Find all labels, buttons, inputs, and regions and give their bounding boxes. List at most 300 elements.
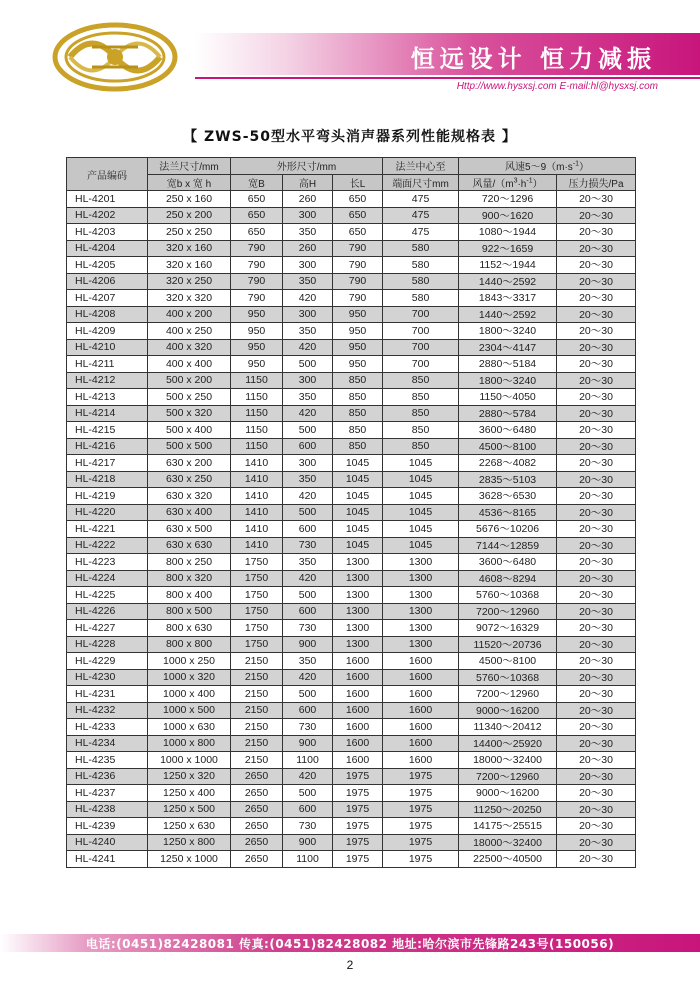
cell-pressure: 20～30 (557, 504, 636, 521)
cell-height: 350 (283, 471, 333, 488)
cell-width: 950 (231, 356, 283, 373)
cell-center: 850 (383, 422, 459, 439)
cell-air-volume: 5676～10206 (459, 521, 557, 538)
cell-flange-size: 630 x 200 (148, 455, 231, 472)
cell-flange-size: 500 x 320 (148, 405, 231, 422)
cell-air-volume: 3600～6480 (459, 554, 557, 571)
cell-code: HL-4207 (67, 290, 148, 307)
cell-pressure: 20～30 (557, 257, 636, 274)
cell-code: HL-4232 (67, 702, 148, 719)
cell-length: 1045 (333, 455, 383, 472)
cell-air-volume: 2268～4082 (459, 455, 557, 472)
cell-width: 1150 (231, 438, 283, 455)
table-row (67, 653, 636, 670)
header-air-volume: 风量$/(m^3\cdot h^{-1})$ (459, 174, 557, 191)
cell-center: 1975 (383, 834, 459, 851)
cell-code: HL-4214 (67, 405, 148, 422)
cell-center: 475 (383, 224, 459, 241)
cell-code: HL-4224 (67, 570, 148, 587)
cell-pressure: 20～30 (557, 191, 636, 208)
cell-width: 1410 (231, 537, 283, 554)
cell-pressure: 20～30 (557, 768, 636, 785)
cell-width: 2150 (231, 702, 283, 719)
cell-flange-size: 1000 x 630 (148, 719, 231, 736)
cell-length: 850 (333, 389, 383, 406)
cell-pressure: 20～30 (557, 224, 636, 241)
cell-width: 1750 (231, 603, 283, 620)
cell-flange-size: 500 x 200 (148, 372, 231, 389)
cell-center: 1045 (383, 471, 459, 488)
cell-width: 950 (231, 306, 283, 323)
cell-width: 1410 (231, 488, 283, 505)
cell-code: HL-4225 (67, 587, 148, 604)
cell-length: 1975 (333, 768, 383, 785)
cell-center: 700 (383, 339, 459, 356)
table-row (67, 537, 636, 554)
cell-code: HL-4202 (67, 207, 148, 224)
cell-pressure: 20～30 (557, 422, 636, 439)
cell-air-volume: 900～1620 (459, 207, 557, 224)
cell-length: 1600 (333, 702, 383, 719)
cell-center: 475 (383, 207, 459, 224)
cell-width: 1410 (231, 455, 283, 472)
cell-height: 420 (283, 405, 333, 422)
table-row (67, 603, 636, 620)
table-row (67, 752, 636, 769)
header-pressure: 压力损失/Pa (557, 174, 636, 191)
cell-length: 1600 (333, 653, 383, 670)
table-title: 【 ZWS-50型水平弯头消声器系列性能规格表 】 (183, 129, 517, 145)
cell-length: 650 (333, 207, 383, 224)
table-row (67, 191, 636, 208)
table-row (67, 273, 636, 290)
cell-width: 1750 (231, 554, 283, 571)
cell-code: HL-4239 (67, 818, 148, 835)
cell-width: 1750 (231, 570, 283, 587)
header-length: 长L (333, 174, 383, 191)
cell-height: 350 (283, 224, 333, 241)
table-row (67, 554, 636, 571)
cell-pressure: 20～30 (557, 521, 636, 538)
table-row (67, 471, 636, 488)
table-row (67, 785, 636, 802)
cell-pressure: 20～30 (557, 735, 636, 752)
table-row (67, 306, 636, 323)
header-flange: 法兰尺寸/mm (148, 158, 231, 175)
cell-width: 2650 (231, 834, 283, 851)
table-row (67, 669, 636, 686)
cell-center: 580 (383, 273, 459, 290)
cell-length: 790 (333, 273, 383, 290)
cell-air-volume: 2880～5184 (459, 356, 557, 373)
cell-air-volume: 11340～20412 (459, 719, 557, 736)
table-row (67, 768, 636, 785)
cell-air-volume: 1440～2592 (459, 273, 557, 290)
cell-width: 2150 (231, 719, 283, 736)
cell-center: 1300 (383, 570, 459, 587)
cell-air-volume: 1150～4050 (459, 389, 557, 406)
cell-flange-size: 1250 x 800 (148, 834, 231, 851)
cell-pressure: 20～30 (557, 785, 636, 802)
website-email: Http://www.hysxsj.com E-mail:hl@hysxsj.com (456, 81, 658, 92)
cell-center: 850 (383, 389, 459, 406)
table-row (67, 257, 636, 274)
cell-length: 1975 (333, 801, 383, 818)
cell-height: 730 (283, 719, 333, 736)
cell-height: 420 (283, 290, 333, 307)
cell-width: 1750 (231, 636, 283, 653)
cell-height: 420 (283, 669, 333, 686)
cell-flange-size: 630 x 630 (148, 537, 231, 554)
table-row (67, 719, 636, 736)
cell-pressure: 20～30 (557, 752, 636, 769)
cell-code: HL-4226 (67, 603, 148, 620)
cell-code: HL-4222 (67, 537, 148, 554)
cell-height: 900 (283, 636, 333, 653)
cell-pressure: 20～30 (557, 801, 636, 818)
cell-length: 650 (333, 191, 383, 208)
cell-height: 300 (283, 306, 333, 323)
cell-air-volume: 1800～3240 (459, 323, 557, 340)
cell-pressure: 20～30 (557, 323, 636, 340)
cell-length: 1300 (333, 603, 383, 620)
cell-height: 420 (283, 488, 333, 505)
cell-center: 1600 (383, 702, 459, 719)
cell-flange-size: 400 x 250 (148, 323, 231, 340)
cell-width: 2150 (231, 686, 283, 703)
cell-height: 300 (283, 372, 333, 389)
cell-flange-size: 400 x 320 (148, 339, 231, 356)
cell-flange-size: 1000 x 800 (148, 735, 231, 752)
cell-air-volume: 3600～6480 (459, 422, 557, 439)
cell-flange-size: 630 x 250 (148, 471, 231, 488)
cell-center: 1600 (383, 719, 459, 736)
cell-height: 500 (283, 356, 333, 373)
cell-pressure: 20～30 (557, 570, 636, 587)
table-row (67, 405, 636, 422)
cell-pressure: 20～30 (557, 306, 636, 323)
cell-length: 1600 (333, 686, 383, 703)
cell-pressure: 20～30 (557, 702, 636, 719)
cell-length: 1300 (333, 570, 383, 587)
cell-pressure: 20～30 (557, 356, 636, 373)
cell-length: 1600 (333, 669, 383, 686)
table-header (67, 158, 636, 191)
table-row (67, 224, 636, 241)
cell-center: 1300 (383, 603, 459, 620)
cell-width: 790 (231, 257, 283, 274)
cell-width: 1150 (231, 372, 283, 389)
cell-length: 1045 (333, 488, 383, 505)
cell-height: 350 (283, 323, 333, 340)
cell-pressure: 20～30 (557, 471, 636, 488)
table-row (67, 240, 636, 257)
cell-length: 850 (333, 405, 383, 422)
table-row (67, 389, 636, 406)
cell-pressure: 20～30 (557, 372, 636, 389)
header-center-1: 法兰中心至 (383, 158, 459, 175)
cell-air-volume: 3628～6530 (459, 488, 557, 505)
cell-code: HL-4229 (67, 653, 148, 670)
cell-flange-size: 800 x 320 (148, 570, 231, 587)
cell-code: HL-4221 (67, 521, 148, 538)
cell-center: 475 (383, 191, 459, 208)
cell-flange-size: 400 x 200 (148, 306, 231, 323)
company-slogan: 恒远设计 恒力减振 (410, 45, 656, 73)
cell-flange-size: 1250 x 1000 (148, 851, 231, 868)
cell-center: 1975 (383, 785, 459, 802)
cell-code: HL-4210 (67, 339, 148, 356)
table-row (67, 455, 636, 472)
cell-flange-size: 800 x 800 (148, 636, 231, 653)
cell-code: HL-4208 (67, 306, 148, 323)
cell-code: HL-4237 (67, 785, 148, 802)
cell-length: 1045 (333, 471, 383, 488)
cell-length: 950 (333, 306, 383, 323)
table-row (67, 818, 636, 835)
cell-pressure: 20～30 (557, 240, 636, 257)
table-row (67, 356, 636, 373)
table-row (67, 488, 636, 505)
cell-height: 350 (283, 389, 333, 406)
cell-center: 580 (383, 240, 459, 257)
cell-center: 1600 (383, 653, 459, 670)
cell-width: 650 (231, 224, 283, 241)
cell-code: HL-4203 (67, 224, 148, 241)
cell-air-volume: 720～1296 (459, 191, 557, 208)
table-row (67, 620, 636, 637)
cell-length: 950 (333, 339, 383, 356)
cell-code: HL-4206 (67, 273, 148, 290)
cell-flange-size: 250 x 200 (148, 207, 231, 224)
cell-air-volume: 4536～8165 (459, 504, 557, 521)
cell-width: 790 (231, 240, 283, 257)
cell-code: HL-4205 (67, 257, 148, 274)
cell-pressure: 20～30 (557, 438, 636, 455)
cell-length: 1600 (333, 752, 383, 769)
cell-center: 580 (383, 290, 459, 307)
cell-flange-size: 1000 x 500 (148, 702, 231, 719)
cell-code: HL-4218 (67, 471, 148, 488)
header-wind-speed: 风速$5\sim 9(m\cdot s^{-1})$ (459, 158, 636, 175)
cell-width: 1150 (231, 422, 283, 439)
cell-flange-size: 1250 x 630 (148, 818, 231, 835)
cell-height: 300 (283, 207, 333, 224)
cell-width: 1410 (231, 521, 283, 538)
cell-air-volume: 7200～12960 (459, 686, 557, 703)
cell-air-volume: 922～1659 (459, 240, 557, 257)
cell-air-volume: 9000～16200 (459, 702, 557, 719)
cell-pressure: 20～30 (557, 603, 636, 620)
cell-width: 950 (231, 339, 283, 356)
cell-code: HL-4233 (67, 719, 148, 736)
header-flange-sub: 宽b x 宽 h (148, 174, 231, 191)
cell-pressure: 20～30 (557, 207, 636, 224)
cell-code: HL-4212 (67, 372, 148, 389)
cell-center: 580 (383, 257, 459, 274)
table-row (67, 339, 636, 356)
cell-height: 350 (283, 653, 333, 670)
cell-length: 1045 (333, 521, 383, 538)
table-row (67, 207, 636, 224)
footer-contact: 电话:(0451)82428081 传真:(0451)82428082 地址:哈尔滨市先锋路243号(150056) (85, 937, 615, 951)
cell-width: 1150 (231, 405, 283, 422)
table-row (67, 834, 636, 851)
cell-height: 500 (283, 422, 333, 439)
cell-air-volume: 7200～12960 (459, 768, 557, 785)
cell-height: 1100 (283, 752, 333, 769)
cell-length: 1045 (333, 537, 383, 554)
table-row (67, 587, 636, 604)
cell-flange-size: 630 x 400 (148, 504, 231, 521)
cell-height: 600 (283, 603, 333, 620)
cell-length: 950 (333, 356, 383, 373)
cell-center: 1975 (383, 801, 459, 818)
cell-center: 1600 (383, 669, 459, 686)
cell-air-volume: 2835～5103 (459, 471, 557, 488)
cell-pressure: 20～30 (557, 455, 636, 472)
cell-height: 260 (283, 191, 333, 208)
cell-code: HL-4230 (67, 669, 148, 686)
cell-width: 2650 (231, 818, 283, 835)
cell-air-volume: 2304～4147 (459, 339, 557, 356)
cell-air-volume: 11520～20736 (459, 636, 557, 653)
table-row (67, 735, 636, 752)
cell-pressure: 20～30 (557, 653, 636, 670)
cell-length: 790 (333, 290, 383, 307)
cell-air-volume: 1152～1944 (459, 257, 557, 274)
cell-width: 2150 (231, 735, 283, 752)
cell-length: 1975 (333, 851, 383, 868)
cell-code: HL-4223 (67, 554, 148, 571)
cell-flange-size: 500 x 400 (148, 422, 231, 439)
cell-flange-size: 630 x 500 (148, 521, 231, 538)
cell-code: HL-4215 (67, 422, 148, 439)
cell-height: 730 (283, 620, 333, 637)
cell-width: 2650 (231, 785, 283, 802)
cell-center: 1975 (383, 818, 459, 835)
cell-width: 2150 (231, 669, 283, 686)
cell-code: HL-4204 (67, 240, 148, 257)
cell-pressure: 20～30 (557, 818, 636, 835)
cell-height: 500 (283, 504, 333, 521)
cell-width: 1410 (231, 504, 283, 521)
cell-pressure: 20～30 (557, 290, 636, 307)
cell-air-volume: 4500～8100 (459, 438, 557, 455)
cell-air-volume: 1440～2592 (459, 306, 557, 323)
cell-center: 1600 (383, 686, 459, 703)
cell-flange-size: 320 x 160 (148, 257, 231, 274)
cell-pressure: 20～30 (557, 405, 636, 422)
cell-length: 1045 (333, 504, 383, 521)
cell-center: 850 (383, 372, 459, 389)
cell-pressure: 20～30 (557, 488, 636, 505)
cell-code: HL-4209 (67, 323, 148, 340)
cell-width: 650 (231, 207, 283, 224)
cell-height: 300 (283, 455, 333, 472)
cell-pressure: 20～30 (557, 554, 636, 571)
header-code: 产品编码 (67, 158, 148, 191)
table-row (67, 851, 636, 868)
cell-height: 300 (283, 257, 333, 274)
cell-pressure: 20～30 (557, 587, 636, 604)
cell-height: 730 (283, 818, 333, 835)
cell-height: 730 (283, 537, 333, 554)
cell-air-volume: 2880～5784 (459, 405, 557, 422)
cell-flange-size: 1000 x 320 (148, 669, 231, 686)
cell-center: 850 (383, 438, 459, 455)
cell-center: 1045 (383, 455, 459, 472)
cell-height: 500 (283, 587, 333, 604)
cell-code: HL-4231 (67, 686, 148, 703)
cell-pressure: 20～30 (557, 834, 636, 851)
cell-flange-size: 320 x 250 (148, 273, 231, 290)
cell-width: 2150 (231, 653, 283, 670)
cell-flange-size: 500 x 250 (148, 389, 231, 406)
cell-pressure: 20～30 (557, 636, 636, 653)
cell-center: 1975 (383, 851, 459, 868)
cell-flange-size: 800 x 400 (148, 587, 231, 604)
header-center-2: 端面尺寸mm (383, 174, 459, 191)
cell-pressure: 20～30 (557, 719, 636, 736)
cell-code: HL-4220 (67, 504, 148, 521)
cell-code: HL-4228 (67, 636, 148, 653)
cell-flange-size: 320 x 160 (148, 240, 231, 257)
cell-width: 950 (231, 323, 283, 340)
cell-width: 650 (231, 191, 283, 208)
cell-flange-size: 1000 x 250 (148, 653, 231, 670)
cell-center: 1600 (383, 752, 459, 769)
cell-length: 1300 (333, 554, 383, 571)
cell-air-volume: 1843～3317 (459, 290, 557, 307)
cell-length: 1300 (333, 620, 383, 637)
cell-length: 790 (333, 240, 383, 257)
table-row (67, 636, 636, 653)
table-row (67, 521, 636, 538)
cell-length: 1300 (333, 636, 383, 653)
cell-length: 850 (333, 372, 383, 389)
cell-code: HL-4236 (67, 768, 148, 785)
cell-height: 500 (283, 686, 333, 703)
table-row (67, 438, 636, 455)
cell-width: 1410 (231, 471, 283, 488)
cell-center: 1045 (383, 521, 459, 538)
cell-air-volume: 1800～3240 (459, 372, 557, 389)
cell-code: HL-4240 (67, 834, 148, 851)
cell-height: 260 (283, 240, 333, 257)
cell-air-volume: 4608～8294 (459, 570, 557, 587)
cell-center: 700 (383, 356, 459, 373)
cell-air-volume: 5760～10368 (459, 669, 557, 686)
cell-code: HL-4235 (67, 752, 148, 769)
cell-length: 1975 (333, 818, 383, 835)
cell-height: 500 (283, 785, 333, 802)
cell-width: 2650 (231, 768, 283, 785)
cell-air-volume: 14400～25920 (459, 735, 557, 752)
cell-height: 350 (283, 554, 333, 571)
table-body (67, 191, 636, 868)
cell-width: 790 (231, 290, 283, 307)
cell-code: HL-4238 (67, 801, 148, 818)
cell-center: 700 (383, 306, 459, 323)
table-row (67, 290, 636, 307)
cell-flange-size: 1000 x 400 (148, 686, 231, 703)
cell-flange-size: 800 x 500 (148, 603, 231, 620)
cell-air-volume: 22500～40500 (459, 851, 557, 868)
cell-height: 900 (283, 735, 333, 752)
cell-width: 2650 (231, 851, 283, 868)
cell-length: 1300 (333, 587, 383, 604)
